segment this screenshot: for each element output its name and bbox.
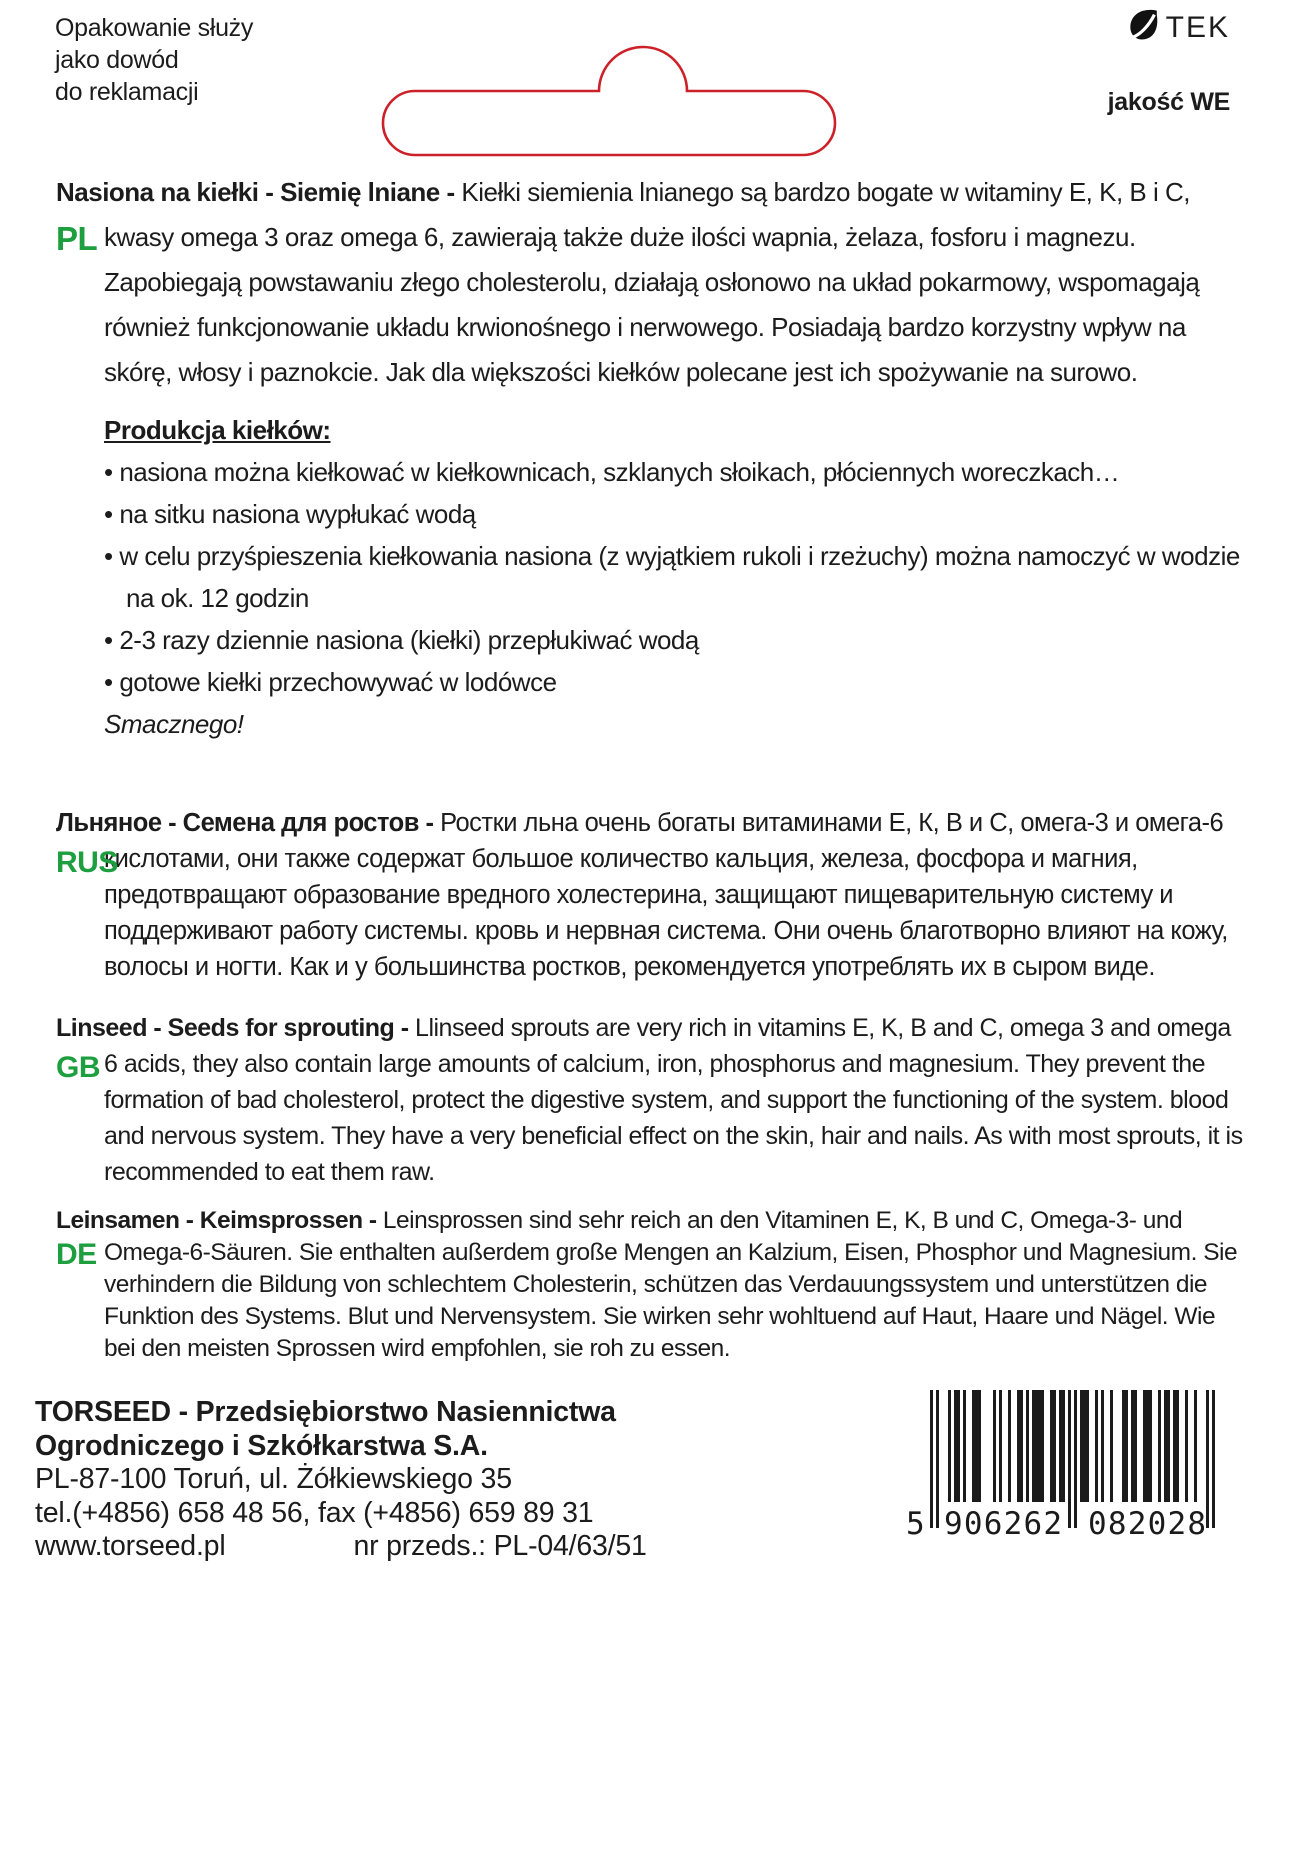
production-bullet-text: gotowe kiełki przechowywać w lodówce bbox=[119, 667, 557, 697]
lang-label-gb: GB bbox=[56, 1051, 100, 1084]
pl-heading: Nasiona na kiełki - Siemię lniane bbox=[56, 177, 440, 207]
pl-body: Kiełki siemienia lnianego są bardzo bogate w witaminy E, K, B i C, kwasy omega 3 oraz omega 6, zawierają także duże ilości wapnia, żelaza, fosforu i magnezu. Zapobiegają powstawaniu złego cholesterolu, działają osłonowo na układ pokarmowy, wspomagają również funkcjonowanie układu krwionośnego i nerwowego. Posiadają bardzo korzystny wpływ na skórę, włosy i paznokcie. Jak dla większości kiełków polecane jest ich spożywanie na surowo. bbox=[104, 177, 1200, 387]
company-registration: nr przeds.: PL-04/63/51 bbox=[353, 1530, 647, 1562]
barcode-bar bbox=[1158, 1390, 1161, 1502]
barcode-bar bbox=[1164, 1390, 1167, 1502]
bullet-marker-icon: • bbox=[104, 457, 120, 487]
de-heading: Leinsamen - Keimsprossen bbox=[56, 1207, 363, 1234]
barcode-bar bbox=[1095, 1390, 1098, 1502]
packaging-note-line: do reklamacji bbox=[55, 78, 199, 106]
section-de bbox=[56, 1205, 1246, 1365]
barcode-bar bbox=[1110, 1390, 1113, 1502]
production-bullet bbox=[104, 493, 1246, 535]
production-bullet-text: na sitku nasiona wypłukać wodą bbox=[119, 499, 476, 529]
barcode-bar bbox=[963, 1390, 966, 1502]
rus-body: Ростки льна очень богаты витаминами Е, К, В и С, омега-3 и омега-6 кислотами, они также содержат большое количество кальция, железа, фосфора и магния, предотвращают образование вредного холестерина, защищают пищеварительную систему и поддерживают работу системы. кровь и нервная система. Они очень благотворно влияют на кожу, волосы и ногти. Как и у большинства ростков, рекомендуется употреблять их в сыром виде. bbox=[104, 809, 1228, 981]
quality-mark: jakość WE bbox=[1107, 88, 1230, 116]
barcode-bar bbox=[975, 1390, 978, 1502]
barcode-bar bbox=[930, 1390, 933, 1528]
production-bullet bbox=[104, 661, 1246, 703]
gb-body: Llinseed sprouts are very rich in vitamins E, K, B and C, omega 3 and omega 6 acids, they also contain large amounts of calcium, iron, phosphorus and magnesium. They prevent the formation of bad cholesterol, protect the digestive system, and support the functioning of the system. blood and nervous system. They have a very beneficial effect on the skin, hair and nails. As with most sprouts, it is recommended to eat them raw. bbox=[104, 1014, 1243, 1186]
gb-paragraph bbox=[56, 1010, 1246, 1190]
barcode-ean13 bbox=[904, 1390, 1220, 1557]
bullet-marker-icon: • bbox=[104, 625, 120, 655]
production-bullet bbox=[104, 619, 1246, 661]
production-title: Produkcja kiełków: bbox=[104, 415, 331, 445]
production-bullet-list bbox=[104, 451, 1246, 703]
section-pl bbox=[56, 170, 1246, 745]
barcode-bar bbox=[1035, 1390, 1038, 1502]
barcode-bar bbox=[978, 1390, 981, 1502]
barcode-bar bbox=[957, 1390, 960, 1502]
bullet-marker-icon: • bbox=[104, 667, 120, 697]
barcode-bar bbox=[1059, 1390, 1062, 1502]
barcode-bar bbox=[972, 1390, 975, 1502]
production-instructions bbox=[104, 409, 1246, 745]
gb-heading: Linseed - Seeds for sprouting bbox=[56, 1014, 395, 1042]
section-gb bbox=[56, 1010, 1246, 1190]
barcode-bar bbox=[999, 1390, 1002, 1502]
production-bullet-text: nasiona można kiełkować w kiełkownicach, szklanych słoikach, płóciennych woreczkach… bbox=[119, 457, 1120, 487]
barcode-bar bbox=[1206, 1390, 1209, 1528]
barcode-bar bbox=[1167, 1390, 1170, 1502]
pl-separator: - bbox=[439, 177, 462, 207]
barcode-bar bbox=[1131, 1390, 1134, 1502]
brand-name: TEK bbox=[1165, 10, 1230, 44]
section-rus bbox=[56, 805, 1246, 985]
company-info bbox=[35, 1396, 647, 1564]
company-contact: tel.(+4856) 658 48 56, fax (+4856) 659 89 31 bbox=[35, 1496, 594, 1529]
barcode-bar bbox=[1176, 1390, 1179, 1502]
barcode-bar bbox=[1008, 1390, 1011, 1502]
barcode-bar bbox=[1125, 1390, 1128, 1502]
barcode-bar bbox=[1017, 1390, 1020, 1502]
barcode-bar bbox=[1053, 1390, 1056, 1502]
de-body: Leinsprossen sind sehr reich an den Vitaminen E, K, B und C, Omega-3- und Omega-6-Säuren. Sie enthalten außerdem große Mengen an Kalzium, Eisen, Phosphor und Magnesium. Sie verhindern die Bildung von schlechtem Cholesterin, schützen das Verdauungssystem und unterstützen die Funktion des Systems. Blut und Nervensystem. Sie wirken sehr wohltuend auf Haut, Haare und Nägel. Wie bei den meisten Sprossen wird empfohlen, sie roh zu essen. bbox=[104, 1207, 1238, 1362]
rus-separator: - bbox=[418, 809, 441, 837]
barcode-bar bbox=[1122, 1390, 1125, 1502]
de-paragraph bbox=[56, 1205, 1246, 1365]
lang-label-pl: PL bbox=[56, 220, 98, 257]
barcode-bar bbox=[1212, 1390, 1215, 1528]
rus-paragraph bbox=[56, 805, 1246, 985]
barcode-bar bbox=[1041, 1390, 1044, 1502]
bullet-marker-icon: • bbox=[104, 541, 120, 571]
gb-separator: - bbox=[394, 1014, 416, 1042]
production-bullet-text: 2-3 razy dziennie nasiona (kiełki) przepłukiwać wodą bbox=[119, 625, 699, 655]
pl-paragraph bbox=[56, 170, 1246, 395]
barcode-bar bbox=[1185, 1390, 1188, 1502]
barcode-bar bbox=[954, 1390, 957, 1502]
company-name-line1: TORSEED - Przedsiębiorstwo Nasiennictwa bbox=[35, 1396, 616, 1428]
lang-label-de: DE bbox=[56, 1238, 97, 1271]
barcode-bar bbox=[1026, 1390, 1029, 1502]
barcode-bar bbox=[1101, 1390, 1104, 1502]
barcode-bar bbox=[1050, 1390, 1053, 1502]
production-bullet-text: w celu przyśpieszenia kiełkowania nasiona (z wyjątkiem rukoli i rzeżuchy) można namoczyć w wodzie na ok. 12 godzin bbox=[119, 541, 1240, 613]
packaging-note-line: jako dowód bbox=[55, 46, 179, 74]
barcode-bar bbox=[1143, 1390, 1146, 1502]
barcode-bar bbox=[936, 1390, 939, 1528]
barcode-bar bbox=[1062, 1390, 1065, 1502]
barcode-bar bbox=[1086, 1390, 1089, 1502]
barcode-bar bbox=[1032, 1390, 1035, 1502]
production-bullet bbox=[104, 451, 1246, 493]
company-website: www.torseed.pl bbox=[35, 1530, 226, 1562]
lang-label-rus: RUS bbox=[56, 846, 118, 879]
packaging-note-line: Opakowanie służy bbox=[55, 14, 254, 42]
rus-heading: Льняное - Семена для ростов bbox=[56, 809, 419, 837]
hang-tab-cutout bbox=[375, 39, 855, 164]
barcode-bar bbox=[1068, 1390, 1071, 1528]
de-separator: - bbox=[362, 1207, 383, 1234]
barcode-digits: 906262 bbox=[944, 1506, 1062, 1542]
barcode-bar bbox=[1020, 1390, 1023, 1502]
barcode-digits: 5 bbox=[906, 1506, 925, 1542]
barcode-bar bbox=[1146, 1390, 1149, 1502]
barcode-bar bbox=[1194, 1390, 1197, 1502]
company-name-line2: Ogrodniczego i Szkółkarstwa S.A. bbox=[35, 1429, 488, 1462]
company-address: PL-87-100 Toruń, ul. Żółkiewskiego 35 bbox=[35, 1463, 512, 1495]
barcode-bar bbox=[1038, 1390, 1041, 1502]
barcode-bar bbox=[1149, 1390, 1152, 1502]
barcode-bar bbox=[1080, 1390, 1083, 1502]
packaging-note bbox=[55, 12, 253, 108]
barcode-bar bbox=[1083, 1390, 1086, 1502]
production-bullet bbox=[104, 535, 1246, 619]
leaf-icon bbox=[1128, 8, 1160, 47]
barcode-bar bbox=[1074, 1390, 1077, 1528]
production-closing: Smacznego! bbox=[104, 709, 244, 739]
barcode-digits: 082028 bbox=[1088, 1506, 1206, 1542]
brand-logo bbox=[1128, 8, 1230, 47]
bullet-marker-icon: • bbox=[104, 499, 120, 529]
barcode-bar bbox=[993, 1390, 996, 1502]
barcode-bar bbox=[1173, 1390, 1176, 1502]
barcode-bar bbox=[948, 1390, 951, 1502]
barcode-bar bbox=[1134, 1390, 1137, 1502]
